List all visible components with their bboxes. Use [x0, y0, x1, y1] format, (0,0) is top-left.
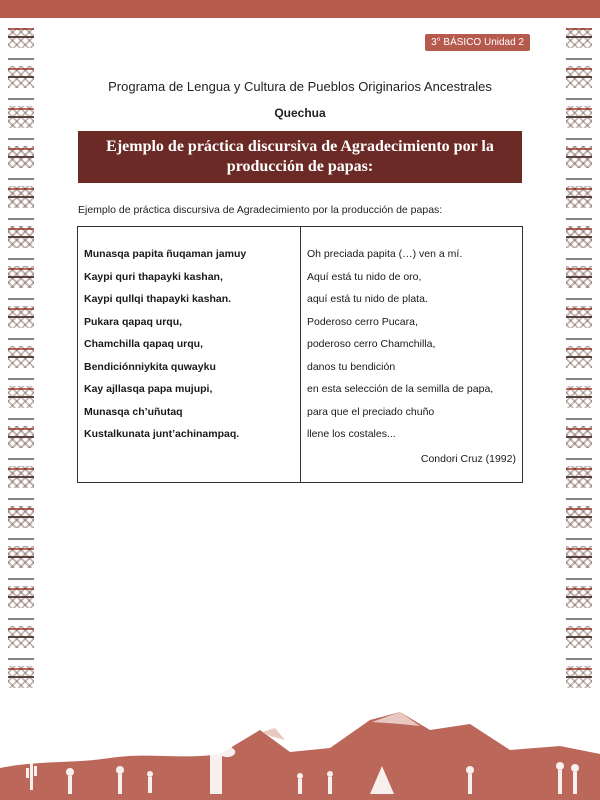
quechua-column — [78, 227, 301, 482]
program-title: Programa de Lengua y Cultura de Pueblos Originarios Ancestrales — [108, 79, 492, 94]
spanish-line: aquí está tu nido de plata. — [307, 293, 428, 305]
grade-unit-badge: 3° BÁSICO Unidad 2 — [425, 34, 530, 51]
spanish-line: Aquí está tu nido de oro, — [307, 270, 422, 283]
language-title: Quechua — [274, 106, 326, 120]
spanish-line: poderoso cerro Chamchilla, — [307, 338, 436, 350]
quechua-line: Bendiciónniykita quwayku — [84, 360, 216, 373]
quechua-line: Chamchilla qapaq urqu, — [84, 338, 204, 350]
left-woven-border — [8, 28, 34, 688]
banner-title: Ejemplo de práctica discursiva de Agradecimiento por la producción de papas: — [106, 138, 494, 175]
spanish-line: en esta selección de la semilla de papa, — [307, 383, 494, 395]
quechua-line: Munasqa ch’uñutaq — [84, 405, 183, 418]
quechua-line: Kaypi qullqi thapayki kashan. — [84, 293, 232, 305]
spanish-line: Poderoso cerro Pucara, — [307, 315, 418, 328]
spanish-line: para que el preciado chuño — [307, 405, 435, 418]
spanish-line: Oh preciada papita (…) ven a mí. — [307, 248, 463, 260]
intro-text: Ejemplo de práctica discursiva de Agradecimiento por la producción de papas: — [78, 204, 443, 216]
quechua-line: Pukara qapaq urqu, — [84, 315, 183, 328]
quechua-line: Kaypi quri thapayki kashan, — [84, 270, 223, 283]
footer-landscape-illustration — [0, 690, 600, 800]
top-decorative-bar — [0, 0, 600, 18]
spanish-line: llene los costales... — [307, 428, 396, 440]
section-banner — [78, 131, 522, 183]
right-woven-border — [566, 28, 592, 688]
citation: Condori Cruz (1992) — [420, 453, 516, 465]
spanish-line: danos tu bendición — [307, 360, 396, 373]
spanish-column — [301, 227, 522, 482]
poem-table — [77, 226, 523, 483]
quechua-line: Kay ajllasqa papa mujupi, — [84, 383, 213, 395]
quechua-line: Munasqa papita ñuqaman jamuy — [84, 248, 247, 260]
quechua-line: Kustalkunata junt’achinampaq. — [84, 428, 240, 440]
